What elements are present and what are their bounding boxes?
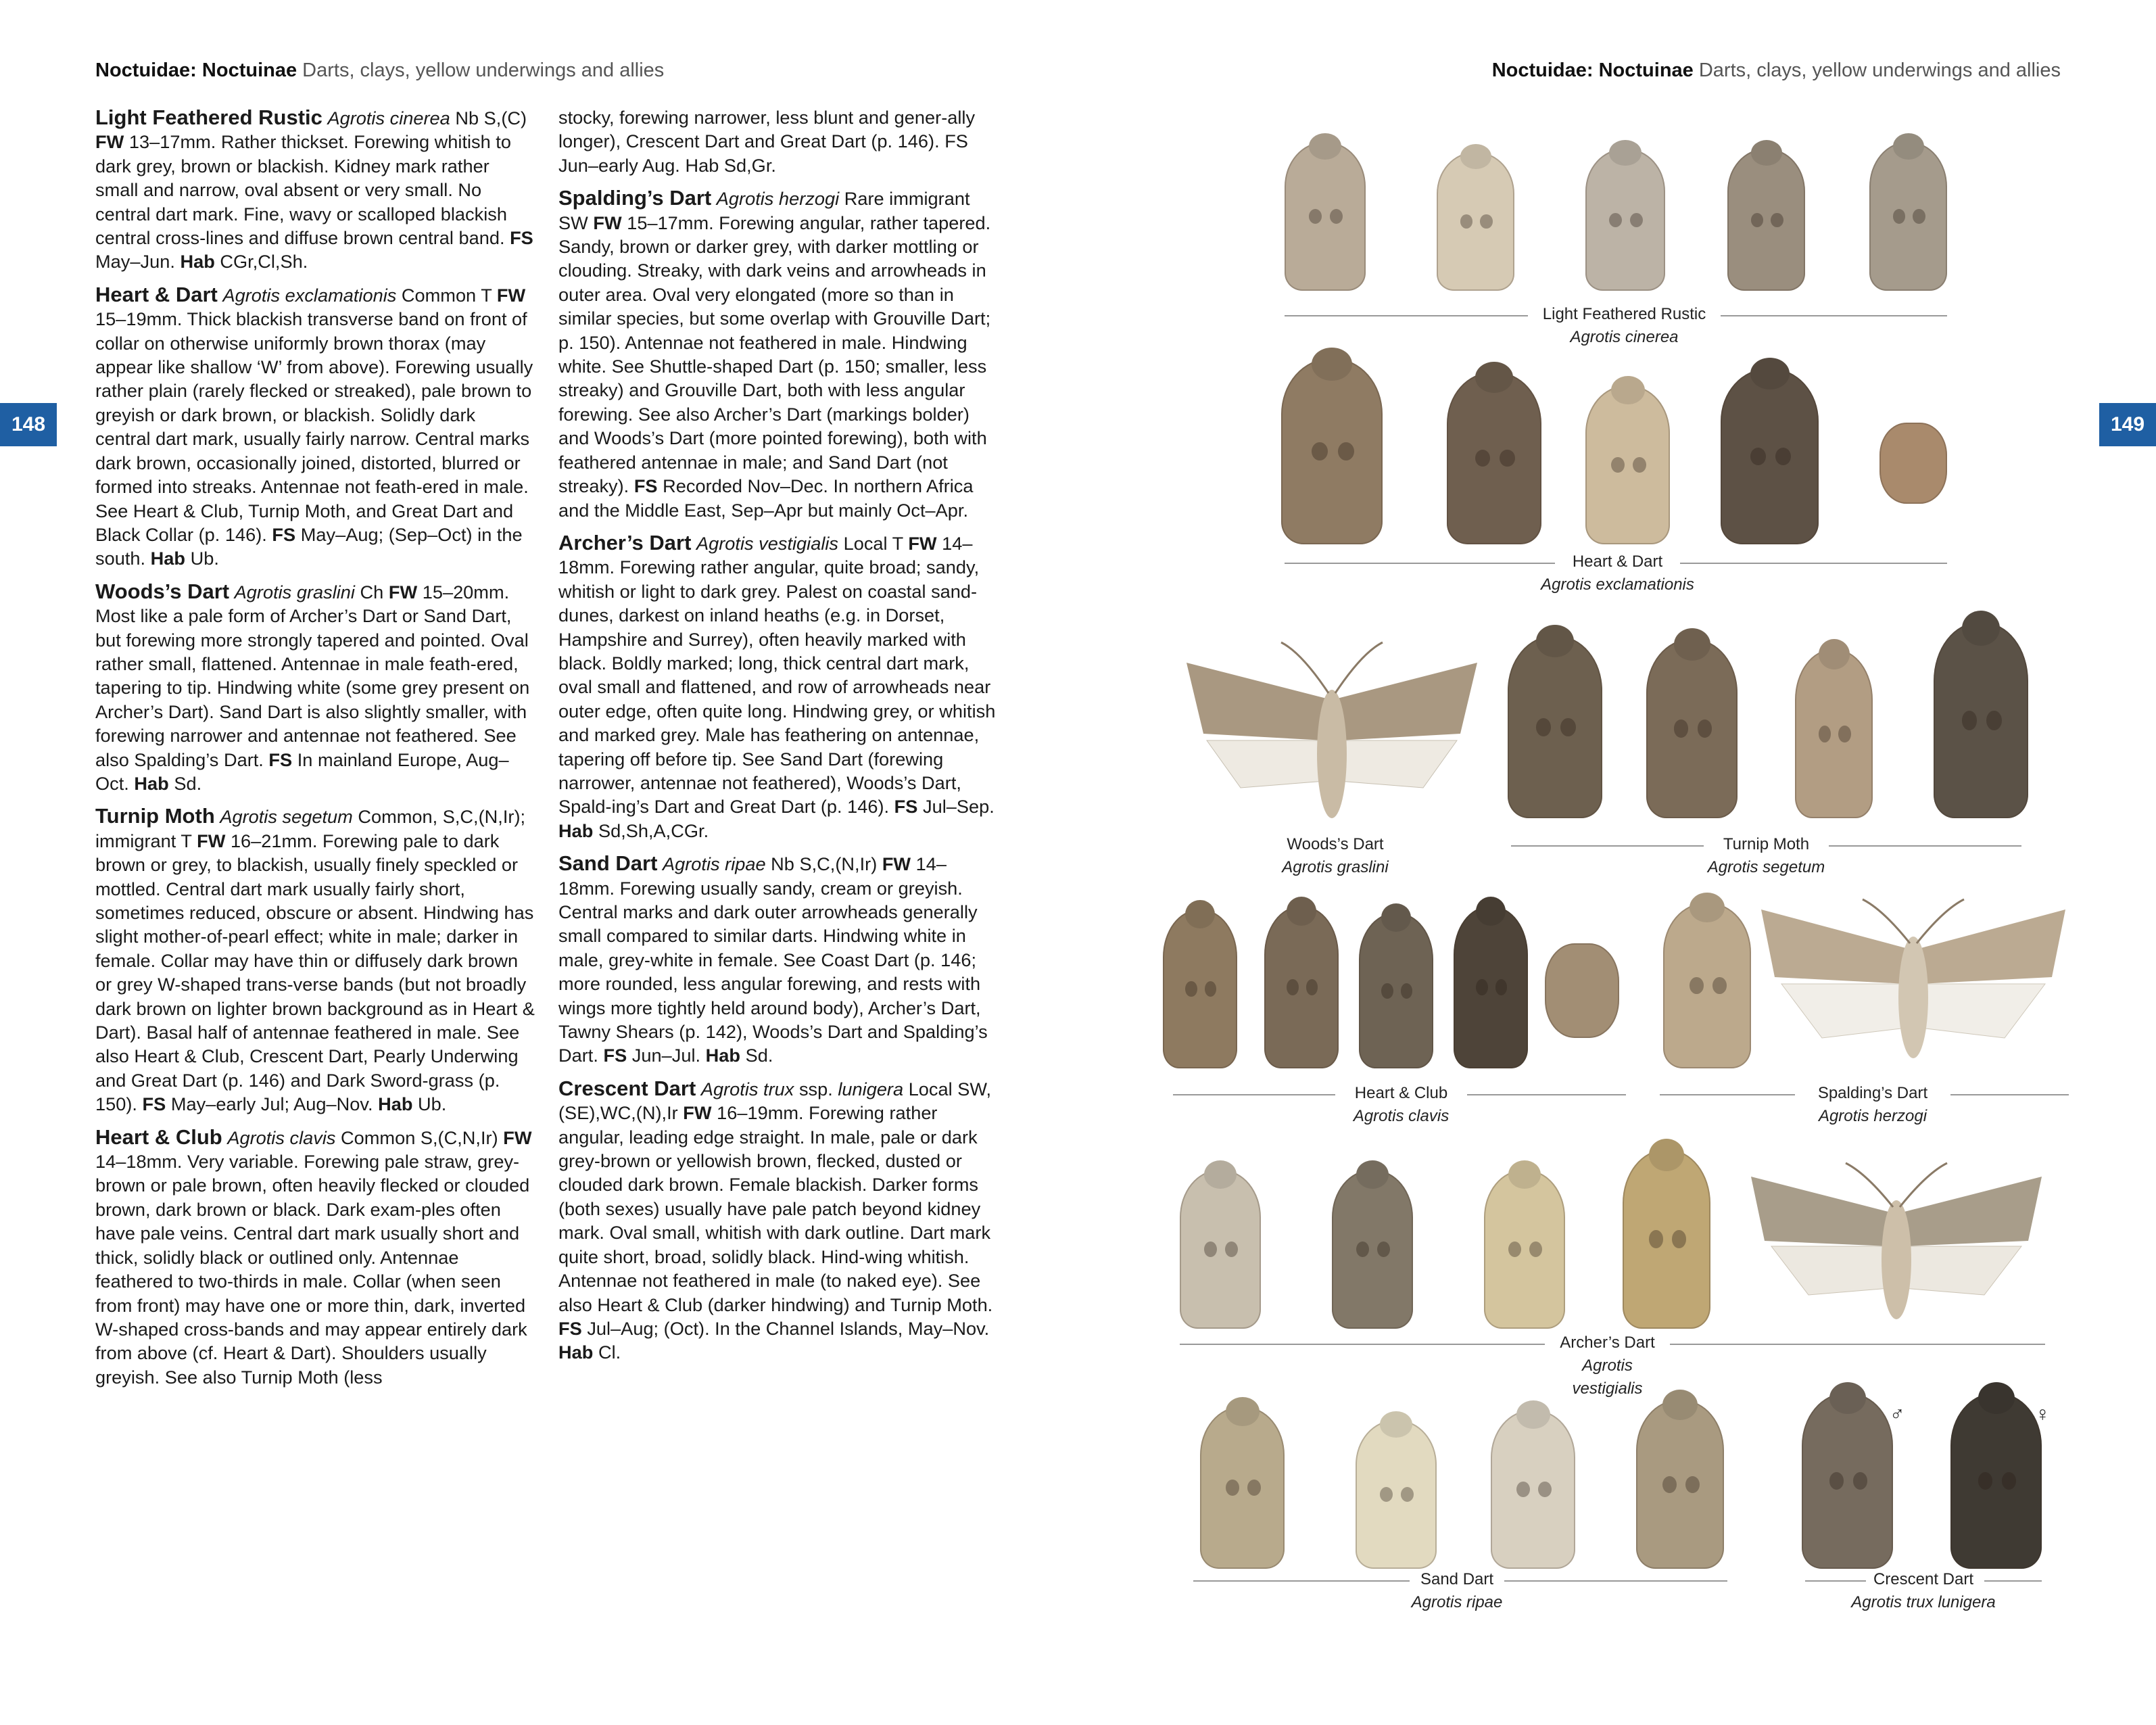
- plate-caption: Sand Dart Agrotis ripae: [1411, 1570, 1503, 1611]
- moth-front-view-illustration: [1879, 423, 1947, 504]
- moth-illustration: [1484, 1170, 1565, 1329]
- species-entry: Heart & Club Agrotis clavis Common S,(C,N,Ir) FW 14–18mm. Very variable. Forewing pale straw, grey-brown or pale brown, often heavily flecked or clouded brown, dark brown or black. Dark exam-ples often have pale veins. Central dart mark usually short and thick, solidly black or outlined only. Antennae feathered to two-thirds in male. Collar (when seen from front) may have one or more thin, dark, inverted W-shaped cross-bands and may appear entirely dark from above (cf. Heart & Dart). Shoulders usually greyish. See also Turnip Moth (less: [95, 1125, 532, 1388]
- spread-moth-illustration: [1744, 1160, 2049, 1329]
- caption-rule: [1660, 1094, 1795, 1095]
- moth-illustration: [1663, 903, 1751, 1068]
- plate-caption: Turnip Moth Agrotis segetum: [1707, 835, 1825, 876]
- page-number-left: 148: [0, 403, 57, 446]
- moth-illustration: [1163, 909, 1237, 1068]
- male-symbol: ♂: [1890, 1403, 1905, 1425]
- caption-rule: [1173, 1094, 1335, 1095]
- moth-illustration: [1646, 639, 1738, 818]
- moth-illustration: [1447, 372, 1541, 544]
- plate-caption: Heart & Dart Agrotis exclamationis: [1541, 552, 1694, 594]
- species-entry: Heart & Dart Agrotis exclamationis Common T FW 15–19mm. Thick blackish transverse band on front of collar on otherwise uniformly brown thorax (may appear like shallow ‘W’ from above). Forewing usually rather plain (rarely flecked or streaked), pale brown to greyish or dark brown, or blackish. Solidly dark central dart mark, usually fairly narrow. Central marks dark brown, occasionally joined, distorted, blurred or formed into streaks. Antennae not feath-ered in male. See Heart & Club, Turnip Moth, and Great Dart and Black Collar (p. 146). FS May–Aug; (Sep–Oct) in the south. Hab Ub.: [95, 282, 533, 569]
- female-symbol: ♀: [2035, 1403, 2051, 1425]
- moth-illustration: [1869, 142, 1947, 291]
- plate-caption: Crescent Dart Agrotis trux lunigera: [1851, 1570, 1996, 1611]
- plate-caption: Light Feathered Rustic Agrotis cinerea: [1542, 305, 1706, 346]
- moth-illustration: [1491, 1410, 1575, 1569]
- text-column-right: [558, 105, 998, 1373]
- moth-illustration: [1721, 369, 1819, 544]
- plate-caption: Woods’s Dart Agrotis graslini: [1282, 835, 1389, 876]
- moth-illustration: [1795, 649, 1873, 818]
- moth-illustration: [1727, 149, 1805, 291]
- caption-rule: [1670, 1344, 2045, 1345]
- caption-rule: [1511, 845, 1704, 847]
- moth-illustration: [1356, 1420, 1437, 1569]
- moth-illustration: [1285, 142, 1366, 291]
- spread-moth-illustration: [1754, 896, 2072, 1072]
- plate-caption: Heart & Club Agrotis clavis: [1353, 1084, 1450, 1125]
- moth-illustration: [1636, 1400, 1724, 1569]
- spread-moth-illustration: [1180, 639, 1484, 822]
- moth-illustration: [1359, 913, 1433, 1068]
- moth-illustration: [1508, 636, 1602, 818]
- moth-illustration: [1623, 1150, 1710, 1329]
- running-header-left: Noctuidae: Noctuinae Darts, clays, yellow underwings and allies: [95, 60, 665, 81]
- moth-front-view-illustration: [1545, 943, 1619, 1038]
- caption-rule: [1467, 1094, 1626, 1095]
- page-number-right: 149: [2099, 403, 2156, 446]
- moth-illustration: [1200, 1407, 1285, 1569]
- plate-caption: Spalding’s Dart Agrotis herzogi: [1817, 1084, 1928, 1125]
- caption-rule: [1193, 1580, 1410, 1582]
- moth-illustration: [1950, 1393, 2042, 1569]
- running-header-right: Noctuidae: Noctuinae Darts, clays, yellow underwings and allies: [1491, 60, 2061, 81]
- moth-illustration: [1332, 1170, 1413, 1329]
- moth-illustration: [1180, 1170, 1261, 1329]
- caption-rule: [1285, 315, 1528, 316]
- plate-caption: Archer’s Dart Agrotis vestigialis: [1560, 1333, 1655, 1398]
- moth-illustration: [1802, 1393, 1893, 1569]
- species-entry: Sand Dart Agrotis ripae Nb S,C,(N,Ir) FW 14–18mm. Forewing usually sandy, cream or greyish. Central marks and dark outer arrowheads generally small compared to similar darts. Hindwing white in male, grey-white in female. See Coast Dart (p. 146; more rounded, less angular forewing, and rests with wings more tightly held around body), Archer’s Dart, Tawny Shears (p. 142), Woods’s Dart and Spalding’s Dart. FS Jun–Jul. Hab Sd.: [558, 851, 988, 1066]
- caption-rule: [1180, 1344, 1545, 1345]
- moth-illustration: [1437, 152, 1514, 291]
- species-entry: Woods’s Dart Agrotis graslini Ch FW 15–20mm. Most like a pale form of Archer’s Dart or Sand Dart, but forewing more strongly tapered and pointed. Oval rather small, flattened. Antennae in male feath-ered, tapering to tip. Hindwing white (some grey present on Archer’s Dart). Sand Dart is also slightly smaller, with forewing narrower and antennae not feathered. See also Spalding’s Dart. FS In mainland Europe, Aug–Oct. Hab Sd.: [95, 579, 530, 794]
- moth-illustration: [1934, 622, 2028, 818]
- species-entry-continued: stocky, forewing narrower, less blunt and gener-ally longer), Crescent Dart and Great Dart (p. 146). FS Jun–early Aug. Hab Sd,Gr.: [558, 107, 976, 176]
- moth-illustration: [1585, 385, 1670, 544]
- moth-illustration: [1264, 906, 1339, 1068]
- species-entry: Crescent Dart Agrotis trux ssp. lunigera Local SW,(SE),WC,(N),Ir FW 16–19mm. Forewing rather angular, leading edge straight. In male, pale or dark grey-brown or yellowish brown, flecked, dusted or clouded dark brown. Female blackish. Darker forms (both sexes) usually have pale patch beyond kidney mark. Oval small, whitish with dark outline. Dart mark quite short, broad, solidly black. Hind-wing whitish. Antennae not feathered in male (to naked eye). See also Heart & Club (darker hindwing) and Turnip Moth. FS Jul–Aug; (Oct). In the Channel Islands, May–Nov. Hab Cl.: [558, 1076, 993, 1363]
- caption-rule: [1504, 1580, 1727, 1582]
- species-entry: Light Feathered Rustic Agrotis cinerea Nb S,(C) FW 13–17mm. Rather thickset. Forewing whitish to dark grey, brown or blackish. Kidney mark rather small and narrow, oval absent or very small. No central dart mark. Fine, wavy or scalloped blackish central cross-lines and diffuse brown central band. FS May–Jun. Hab CGr,Cl,Sh.: [95, 105, 533, 273]
- caption-rule: [1829, 845, 2021, 847]
- moth-illustration: [1585, 149, 1665, 291]
- moth-illustration: [1281, 358, 1383, 544]
- caption-rule: [1950, 1094, 2069, 1095]
- caption-rule: [1721, 315, 1947, 316]
- species-entry: Spalding’s Dart Agrotis herzogi Rare immigrant SW FW 15–17mm. Forewing angular, rather tapered. Sandy, brown or darker grey, with darker mottling or clouding. Streaky, with dark veins and arrowheads in outer area. Oval very elongated (more so than in similar species, but some overlap with Grouville Dart; p. 150). Antennae not feathered in male. Hindwing white. See Shuttle-shaped Dart (p. 150; smaller, less streaky) and Grouville Dart, both with less angular forewing. See also Archer’s Dart (markings bolder) and Woods’s Dart (more pointed forewing), both with feathered antennae in male; and Sand Dart (not streaky). FS Recorded Nov–Dec. In northern Africa and the Middle East, Sep–Apr but mainly Oct–Apr.: [558, 186, 991, 521]
- species-entry: Turnip Moth Agrotis segetum Common, S,C,(N,Ir); immigrant T FW 16–21mm. Forewing pale to dark brown or grey, to blackish, usually finely speckled or mottled. Central dart mark usually fairly short, sometimes reduced, obscure or absent. Hindwing has slight mother-of-pearl effect; white in male; darker in female. Collar may have thin or diffusely dark brown or grey W-shaped trans-verse bands (but not broadly dark brown on lighter brown background as in Heart & Dart). Basal half of antennae feathered in male. See also Heart & Club, Crescent Dart, Pearly Underwing and Great Dart (p. 146) and Dark Sword-grass (p. 150). FS May–early Jul; Aug–Nov. Hab Ub.: [95, 804, 535, 1115]
- text-column-left: [95, 105, 535, 1398]
- species-entry: Archer’s Dart Agrotis vestigialis Local T FW 14–18mm. Forewing rather angular, quite broad; sandy, whitish or light to dark grey. Palest on coastal sand-dunes, darkest on inland heaths (e.g. in Dorset, Hampshire and Surrey), often heavily marked with black. Boldly marked; long, thick central dart mark, oval small and flattened, and row of arrowheads near outer edge, often quite long. Hindwing grey, or whitish and marked grey. Male has feathering on antennae, tapering off before tip. See Sand Dart (forewing narrower, antennae not feathered), Woods’s Dart, Spald-ing’s Dart and Great Dart (p. 146). FS Jul–Sep. Hab Sd,Sh,A,CGr.: [558, 530, 996, 841]
- moth-illustration: [1454, 906, 1528, 1068]
